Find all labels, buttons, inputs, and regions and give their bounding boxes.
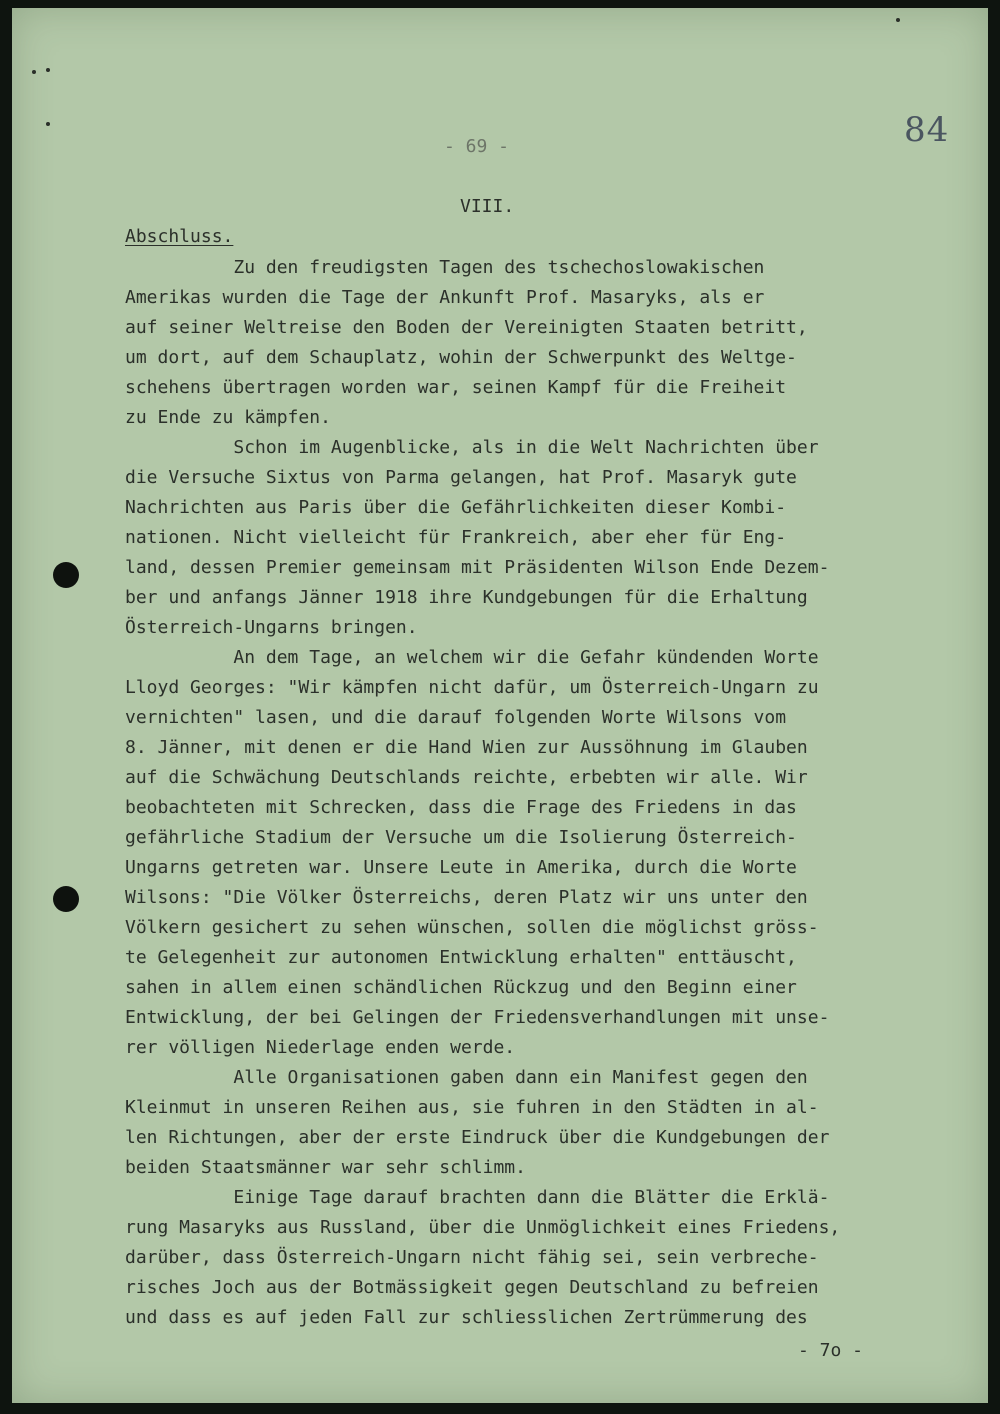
text-line: sahen in allem einen schändlichen Rückzug und den Beginn einer: [125, 977, 797, 998]
text-line: Kleinmut in unseren Reihen aus, sie fuhren in den Städten in al-: [125, 1097, 819, 1118]
punch-hole: [53, 886, 79, 912]
text-line: um dort, auf dem Schauplatz, wohin der Schwerpunkt des Weltge-: [125, 347, 797, 368]
text-line: land, dessen Premier gemeinsam mit Präsidenten Wilson Ende Dezem-: [125, 557, 830, 578]
text-line: rer völligen Niederlage enden werde.: [125, 1037, 516, 1058]
page-number-top: - 69 -: [444, 136, 510, 157]
text-line: Völkern gesichert zu sehen wünschen, sollen die möglichst gröss-: [125, 917, 819, 938]
text-line: Schon im Augenblicke, als in die Welt Nachrichten über: [125, 437, 819, 458]
text-line: beiden Staatsmänner war sehr schlimm.: [125, 1157, 526, 1178]
text-line: te Gelegenheit zur autonomen Entwicklung erhalten" enttäuscht,: [125, 947, 797, 968]
text-line: Alle Organisationen gaben dann ein Manifest gegen den: [125, 1067, 808, 1088]
chapter-heading: VIII.: [460, 196, 515, 217]
text-line: auf die Schwächung Deutschlands reichte, erbebten wir alle. Wir: [125, 767, 808, 788]
page-number-bottom: - 7o -: [798, 1340, 864, 1361]
speck: [46, 122, 50, 126]
body-text: [125, 253, 925, 1333]
text-line: ber und anfangs Jänner 1918 ihre Kundgebungen für die Erhaltung: [125, 587, 808, 608]
text-line: auf seiner Weltreise den Boden der Vereinigten Staaten betritt,: [125, 317, 808, 338]
text-line: Wilsons: "Die Völker Österreichs, deren Platz wir uns unter den: [125, 887, 808, 908]
speck: [896, 18, 900, 22]
text-line: Lloyd Georges: "Wir kämpfen nicht dafür, um Österreich-Ungarn zu: [125, 677, 819, 698]
text-line: len Richtungen, aber der erste Eindruck über die Kundgebungen der: [125, 1127, 830, 1148]
text-line: darüber, dass Österreich-Ungarn nicht fähig sei, sein verbreche-: [125, 1247, 819, 1268]
folio-number: 84: [904, 110, 950, 150]
text-line: beobachteten mit Schrecken, dass die Frage des Friedens in das: [125, 797, 797, 818]
text-line: zu Ende zu kämpfen.: [125, 407, 331, 428]
text-line: die Versuche Sixtus von Parma gelangen, hat Prof. Masaryk gute: [125, 467, 797, 488]
text-line: Amerikas wurden die Tage der Ankunft Prof. Masaryks, als er: [125, 287, 765, 308]
speck: [32, 70, 36, 74]
text-line: gefährliche Stadium der Versuche um die Isolierung Österreich-: [125, 827, 797, 848]
text-line: Ungarns getreten war. Unsere Leute in Amerika, durch die Worte: [125, 857, 797, 878]
speck: [46, 68, 50, 72]
text-line: Einige Tage darauf brachten dann die Blätter die Erklä-: [125, 1187, 830, 1208]
text-line: schehens übertragen worden war, seinen Kampf für die Freiheit: [125, 377, 787, 398]
text-line: risches Joch aus der Botmässigkeit gegen Deutschland zu befreien: [125, 1277, 819, 1298]
text-line: vernichten" lasen, und die darauf folgenden Worte Wilsons vom: [125, 707, 787, 728]
document-page: [12, 8, 988, 1403]
punch-hole: [53, 562, 79, 588]
text-line: An dem Tage, an welchem wir die Gefahr kündenden Worte: [125, 647, 819, 668]
text-line: Nachrichten aus Paris über die Gefährlichkeiten dieser Kombi-: [125, 497, 787, 518]
text-line: Österreich-Ungarns bringen.: [125, 617, 418, 638]
text-line: Zu den freudigsten Tagen des tschechoslowakischen: [125, 257, 765, 278]
text-line: Entwicklung, der bei Gelingen der Friedensverhandlungen mit unse-: [125, 1007, 830, 1028]
text-line: 8. Jänner, mit denen er die Hand Wien zur Aussöhnung im Glauben: [125, 737, 808, 758]
section-heading: Abschluss.: [125, 226, 234, 247]
text-line: und dass es auf jeden Fall zur schliesslichen Zertrümmerung des: [125, 1307, 808, 1328]
text-line: rung Masaryks aus Russland, über die Unmöglichkeit eines Friedens,: [125, 1217, 841, 1238]
text-line: nationen. Nicht vielleicht für Frankreich, aber eher für Eng-: [125, 527, 787, 548]
